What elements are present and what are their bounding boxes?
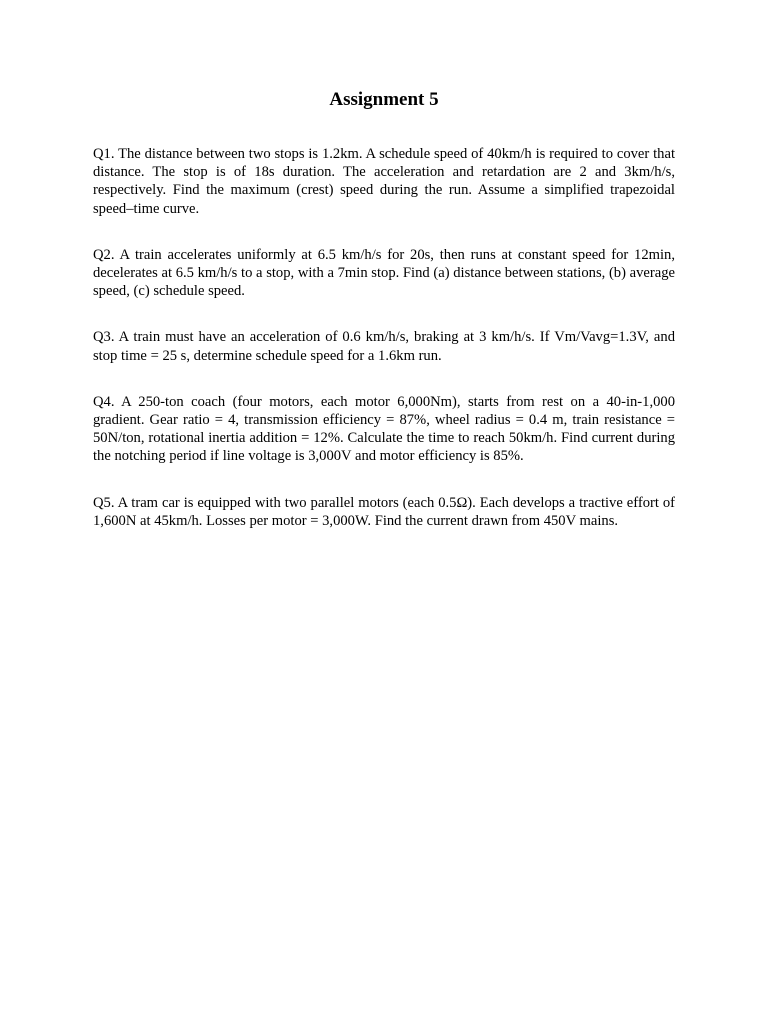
- question-5: Q5. A tram car is equipped with two parallel motors (each 0.5Ω). Each develops a tractive effort of 1,600N at 45km/h. Losses per motor = 3,000W. Find the current drawn from 450V mains.: [93, 494, 675, 529]
- question-4: Q4. A 250-ton coach (four motors, each motor 6,000Nm), starts from rest on a 40-in-1,000 gradient. Gear ratio = 4, transmission efficiency = 87%, wheel radius = 0.4 m, train resistance = 50N/ton, rotational inertia addition = 12%. Calculate the time to reach 50km/h. Find current during the notching period if line voltage is 3,000V and motor efficiency is 85%.: [93, 393, 675, 465]
- question-1: Q1. The distance between two stops is 1.2km. A schedule speed of 40km/h is required to cover that distance. The stop is of 18s duration. The acceleration and retardation are 2 and 3km/h/s, respectively. Find the maximum (crest) speed during the run. Assume a simplified trapezoidal speed–time curve.: [93, 146, 675, 217]
- document-title: Assignment 5: [329, 89, 439, 110]
- question-3: Q3. A train must have an acceleration of 0.6 km/h/s, braking at 3 km/h/s. If Vm/Vavg=1.3V, and stop time = 25 s, determine schedule speed for a 1.6km run.: [93, 329, 675, 364]
- question-list: [93, 145, 675, 530]
- question-2: Q2. A train accelerates uniformly at 6.5 km/h/s for 20s, then runs at constant speed for 12min, decelerates at 6.5 km/h/s to a stop, with a 7min stop. Find (a) distance between stations, (b) average speed, (c) schedule speed.: [93, 246, 675, 300]
